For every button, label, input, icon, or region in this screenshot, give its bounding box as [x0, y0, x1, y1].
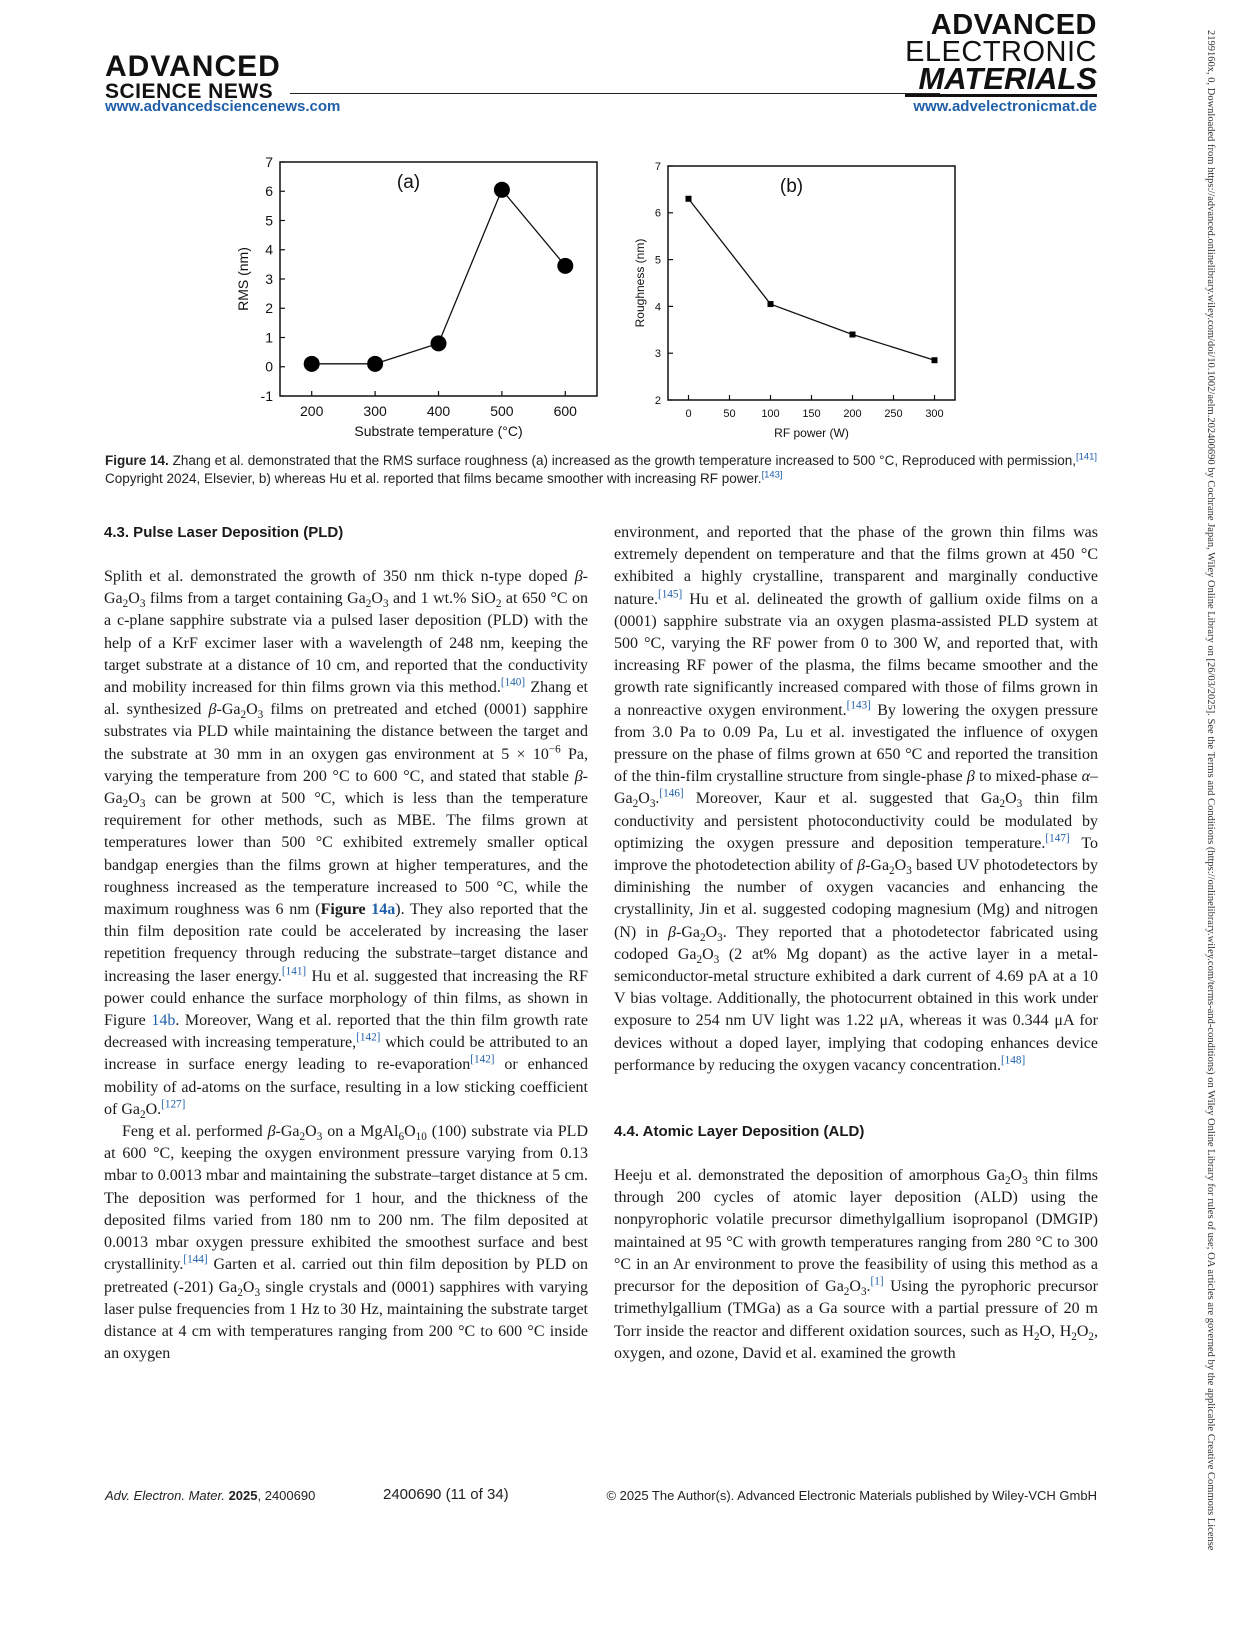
x-tick-label: 100 — [761, 408, 780, 420]
x-tick-label: 250 — [884, 408, 903, 420]
paragraph-pld-2: Feng et al. performed $\beta-Ga_2O_3$ on a $MgAl_6O_{10}$ (100) substrate via PLD at 600 °C, keeping the oxygen environment pressure varying from 0.13 mbar to 0.0013 mbar and maintaining the substrate–target distance at 5 cm. The deposition was performed for 1 hour, and the thickness of the deposited films varied from 180 nm to 200 nm. The film deposited at 0.0013 mbar oxygen pressure exhibited the smoothest surface and best crystallinity.[144] Garten et al. carried out thin film deposition by PLD on pretreated (-201) $Ga_2O_3$ single crystals and (0001) sapphires with varying laser pulse frequencies from 1 Hz to 30 Hz, maintaining the substrate target distance at 4 cm with temperatures ranging from 200 °C to 600 °C inside an oxygen — [104, 1123, 589, 1363]
journal-url-left[interactable]: www.advancedsciencenews.com — [105, 98, 341, 115]
section-heading-pld: 4.3. Pulse Laser Deposition (PLD) — [104, 524, 344, 541]
figure-14a — [236, 150, 606, 445]
footer-citation — [105, 1488, 315, 1503]
footer-article: , 2400690 — [257, 1488, 316, 1503]
caption-text-2: Copyright 2024, Elsevier, b) whereas Hu et al. reported that films became smoother with increasing RF power. — [105, 471, 762, 486]
x-tick-label: 400 — [426, 403, 451, 419]
data-point — [367, 356, 383, 372]
x-tick-label: 200 — [843, 408, 862, 420]
y-tick-label: 2 — [654, 394, 661, 407]
y-axis-label: RMS (nm) — [235, 247, 251, 311]
x-axis-label: Substrate temperature (°C) — [354, 423, 523, 439]
logo-left-line2: SCIENCE NEWS — [105, 80, 274, 103]
advanced-electronic-materials-logo — [905, 9, 1097, 97]
paragraph-pld-3: environment, and reported that the phase of the grown thin films was extremely dependent on temperature and that the films grown at 450 °C exhibited a highly crystalline, transparent and marginally conductive nature.[145] Hu et al. delineated the growth of gallium oxide films on a (0001) sapphire substrate via an oxygen plasma-assisted PLD system at 500 °C, varying the RF power from 0 to 300 W, and reported that, with increasing RF power of the plasma, the films became smoother and the growth rate significantly increased compared with those of films grown in a nonreactive oxygen environment.[143] By lowering the oxygen pressure from 3.0 Pa to 0.09 Pa, Lu et al. investigated the influence of oxygen pressure on the phase of films grown at 650 °C and reported the transition of the thin-film crystalline structure from single-phase β to mixed-phase $\alpha-Ga_2O_3.[146]$ Moreover, Kaur et al. suggested that $Ga_2O_3$ thin film conductivity and persistent photoconductivity could be modulated by optimizing the oxygen pressure and deposition temperature.[147] To improve the photodetection ability of $\beta-Ga_2O_3$ based UV photodetectors by diminishing the number of oxygen vacancies and enhancing the crystallinity, Jin et al. suggested codoping magnesium (Mg) and nitrogen (N) in $\beta-Ga_2O_3$. They reported that a photodetector fabricated using codoped $Ga_2O_3$ (2 at% Mg dopant) as the active layer in a metal-semiconductor-metal structure exhibited a dark current of 4.69 pA at a 10 V bias voltage. Additionally, the photocurrent obtained in this work under exposure to 254 nm UV light was 1.22 μA, whereas it was 0.344 μA for devices without a doped layer, implying that codoping enhances device performance by reducing the oxygen vacancy concentration.[148] — [614, 524, 1099, 1074]
data-point — [431, 335, 447, 351]
caption-text-1: Zhang et al. demonstrated that the RMS surface roughness (a) increased as the growth temperature increased to 500 °C, Reproduced with permission, — [168, 453, 1076, 468]
logo-right-line1: ADVANCED — [930, 9, 1097, 41]
x-tick-label: 150 — [802, 408, 821, 420]
plot-frame — [280, 162, 597, 396]
y-tick-label: -1 — [260, 387, 273, 404]
panel-label: (a) — [396, 172, 421, 193]
journal-url-right[interactable]: www.advelectronicmat.de — [913, 98, 1097, 115]
y-tick-label: 4 — [265, 241, 273, 258]
data-point — [557, 258, 573, 274]
plot-frame — [668, 166, 955, 400]
logo-right-line3: MATERIALS — [905, 65, 1097, 97]
caption-label: Figure 14. — [105, 453, 169, 468]
y-tick-label: 5 — [265, 212, 273, 229]
y-tick-label: 5 — [654, 254, 661, 267]
x-tick-label: 600 — [553, 403, 577, 419]
logo-left-line1: ADVANCED — [105, 50, 281, 83]
section-heading-ald: 4.4. Atomic Layer Deposition (ALD) — [614, 1123, 865, 1141]
data-point — [686, 196, 692, 202]
data-point — [768, 301, 774, 307]
data-point — [932, 357, 938, 363]
y-tick-label: 7 — [265, 153, 273, 170]
figure-caption — [105, 452, 1097, 488]
x-tick-label: 0 — [685, 408, 692, 420]
header-rule — [290, 93, 940, 94]
y-tick-label: 4 — [654, 301, 661, 314]
caption-ref-2[interactable]: [143] — [761, 469, 783, 481]
x-tick-label: 200 — [300, 403, 324, 419]
logo-right-line2: ELECTRONIC — [905, 35, 1097, 68]
footer-page-number: 2400690 (11 of 34) — [383, 1486, 509, 1503]
paragraph-pld-1: Splith et al. demonstrated the growth of 350 nm thick n-type doped $\beta-Ga_2O_3$ films from a target containing $Ga_2O_3$ and 1 wt.% SiO$_2$ at 650 °C on a c-plane sapphire substrate via a pulsed laser deposition (PLD) with the help of a KrF excimer laser with a wavelength of 248 nm, keeping the target substrate at a distance of 10 cm, and reported that the conductivity and mobility increased for thin films grown via this method.[140] Zhang et al. synthesized $\beta-Ga_2O_3$ films on pretreated and etched (0001) sapphire substrates via PLD while maintaining the distance between the target and the substrate at 30 mm in an oxygen gas environment at $5 \times 10^{-6}$ Pa, varying the temperature from 200 °C to 600 °C, and stated that stable $\beta-Ga_2O_3$ can be grown at 500 °C, which is less than the temperature requirement for other methods, such as MBE. The films grown at temperatures lower than 500 °C exhibited extremely smaller optical bandgap energies than the films grown at higher temperatures, and the roughness increased as the temperature increased to 500 °C, while the maximum roughness was 6 nm (Figure 14a). They also reported that the thin film deposition rate could be accelerated by increasing the laser repetition frequency through reducing the substrate–target distance and increasing the laser energy.[141] Hu et al. suggested that increasing the RF power could enhance the surface morphology of thin films, as shown in Figure 14b. Moreover, Wang et al. reported that the thin film growth rate decreased with increasing temperature,[142] which could be attributed to an increase in surface energy leading to re-evaporation[142] or enhanced mobility of ad-atoms on the surface, resulting in a low sticking coefficient of $Ga_2O.[127]$ — [104, 568, 589, 1122]
chart-b-svg — [632, 150, 972, 445]
y-tick-label: 1 — [265, 329, 273, 346]
right-column — [614, 522, 1098, 1365]
y-tick-label: 3 — [265, 270, 273, 287]
figure-14b — [632, 150, 972, 445]
footer-copyright: © 2025 The Author(s). Advanced Electronic Materials published by Wiley-VCH GmbH — [606, 1488, 1097, 1503]
panel-label: (b) — [779, 176, 804, 197]
advanced-science-news-logo — [105, 52, 281, 102]
y-axis-label: Roughness (nm) — [633, 238, 647, 328]
series-line — [689, 199, 935, 360]
y-tick-label: 0 — [265, 358, 273, 375]
y-tick-label: 6 — [654, 207, 661, 220]
footer-year: 2025 — [228, 1488, 258, 1503]
footer-journal: Adv. Electron. Mater. — [105, 1488, 225, 1503]
y-tick-label: 6 — [265, 183, 273, 200]
data-point — [494, 182, 510, 198]
paragraph-ald-1: Heeju et al. demonstrated the deposition of amorphous $Ga_2O_3$ thin films through 200 cycles of atomic layer deposition (ALD) using the nonpyrophoric volatile precursor dimethylgallium isopropanol (DMGIP) maintained at 95 °C with growth temperatures ranging from 280 °C to 300 °C in an Ar environment to prove the feasibility of using this method as a precursor for the deposition of $Ga_2O_3.[1]$ Using the pyrophoric precursor trimethylgallium (TMGa) as a Ga source with a partial pressure of 20 m Torr inside the reactor and different oxidation sources, such as $H_2O$, $H_2O_2$, oxygen, and ozone, David et al. examined the growth — [614, 1167, 1099, 1362]
x-tick-label: 500 — [490, 403, 514, 419]
caption-ref-1[interactable]: [141] — [1076, 451, 1097, 463]
x-axis-label: RF power (W) — [774, 426, 849, 440]
x-tick-label: 50 — [723, 408, 736, 420]
y-tick-label: 2 — [265, 300, 273, 317]
x-tick-label: 300 — [363, 403, 387, 419]
x-tick-label: 300 — [925, 408, 944, 420]
chart-a-svg — [236, 150, 606, 445]
y-tick-label: 3 — [654, 348, 661, 361]
download-side-note: 2199160x, 0, Downloaded from https://advanced.onlinelibrary.wiley.com/doi/10.1002/aelm.202400690 by Cochrane Japan, Wiley Online Library on [26/03/2025]. See the Terms and Conditions (https://onlinelibrary.wiley.com/terms-and-conditions) on Wiley Online Library for rules of use; OA articles are governed by the applicable Creative Commons License — [1205, 30, 1216, 1551]
data-point — [304, 356, 320, 372]
y-tick-label: 7 — [654, 160, 661, 173]
data-point — [850, 331, 856, 337]
left-column — [104, 522, 588, 1365]
